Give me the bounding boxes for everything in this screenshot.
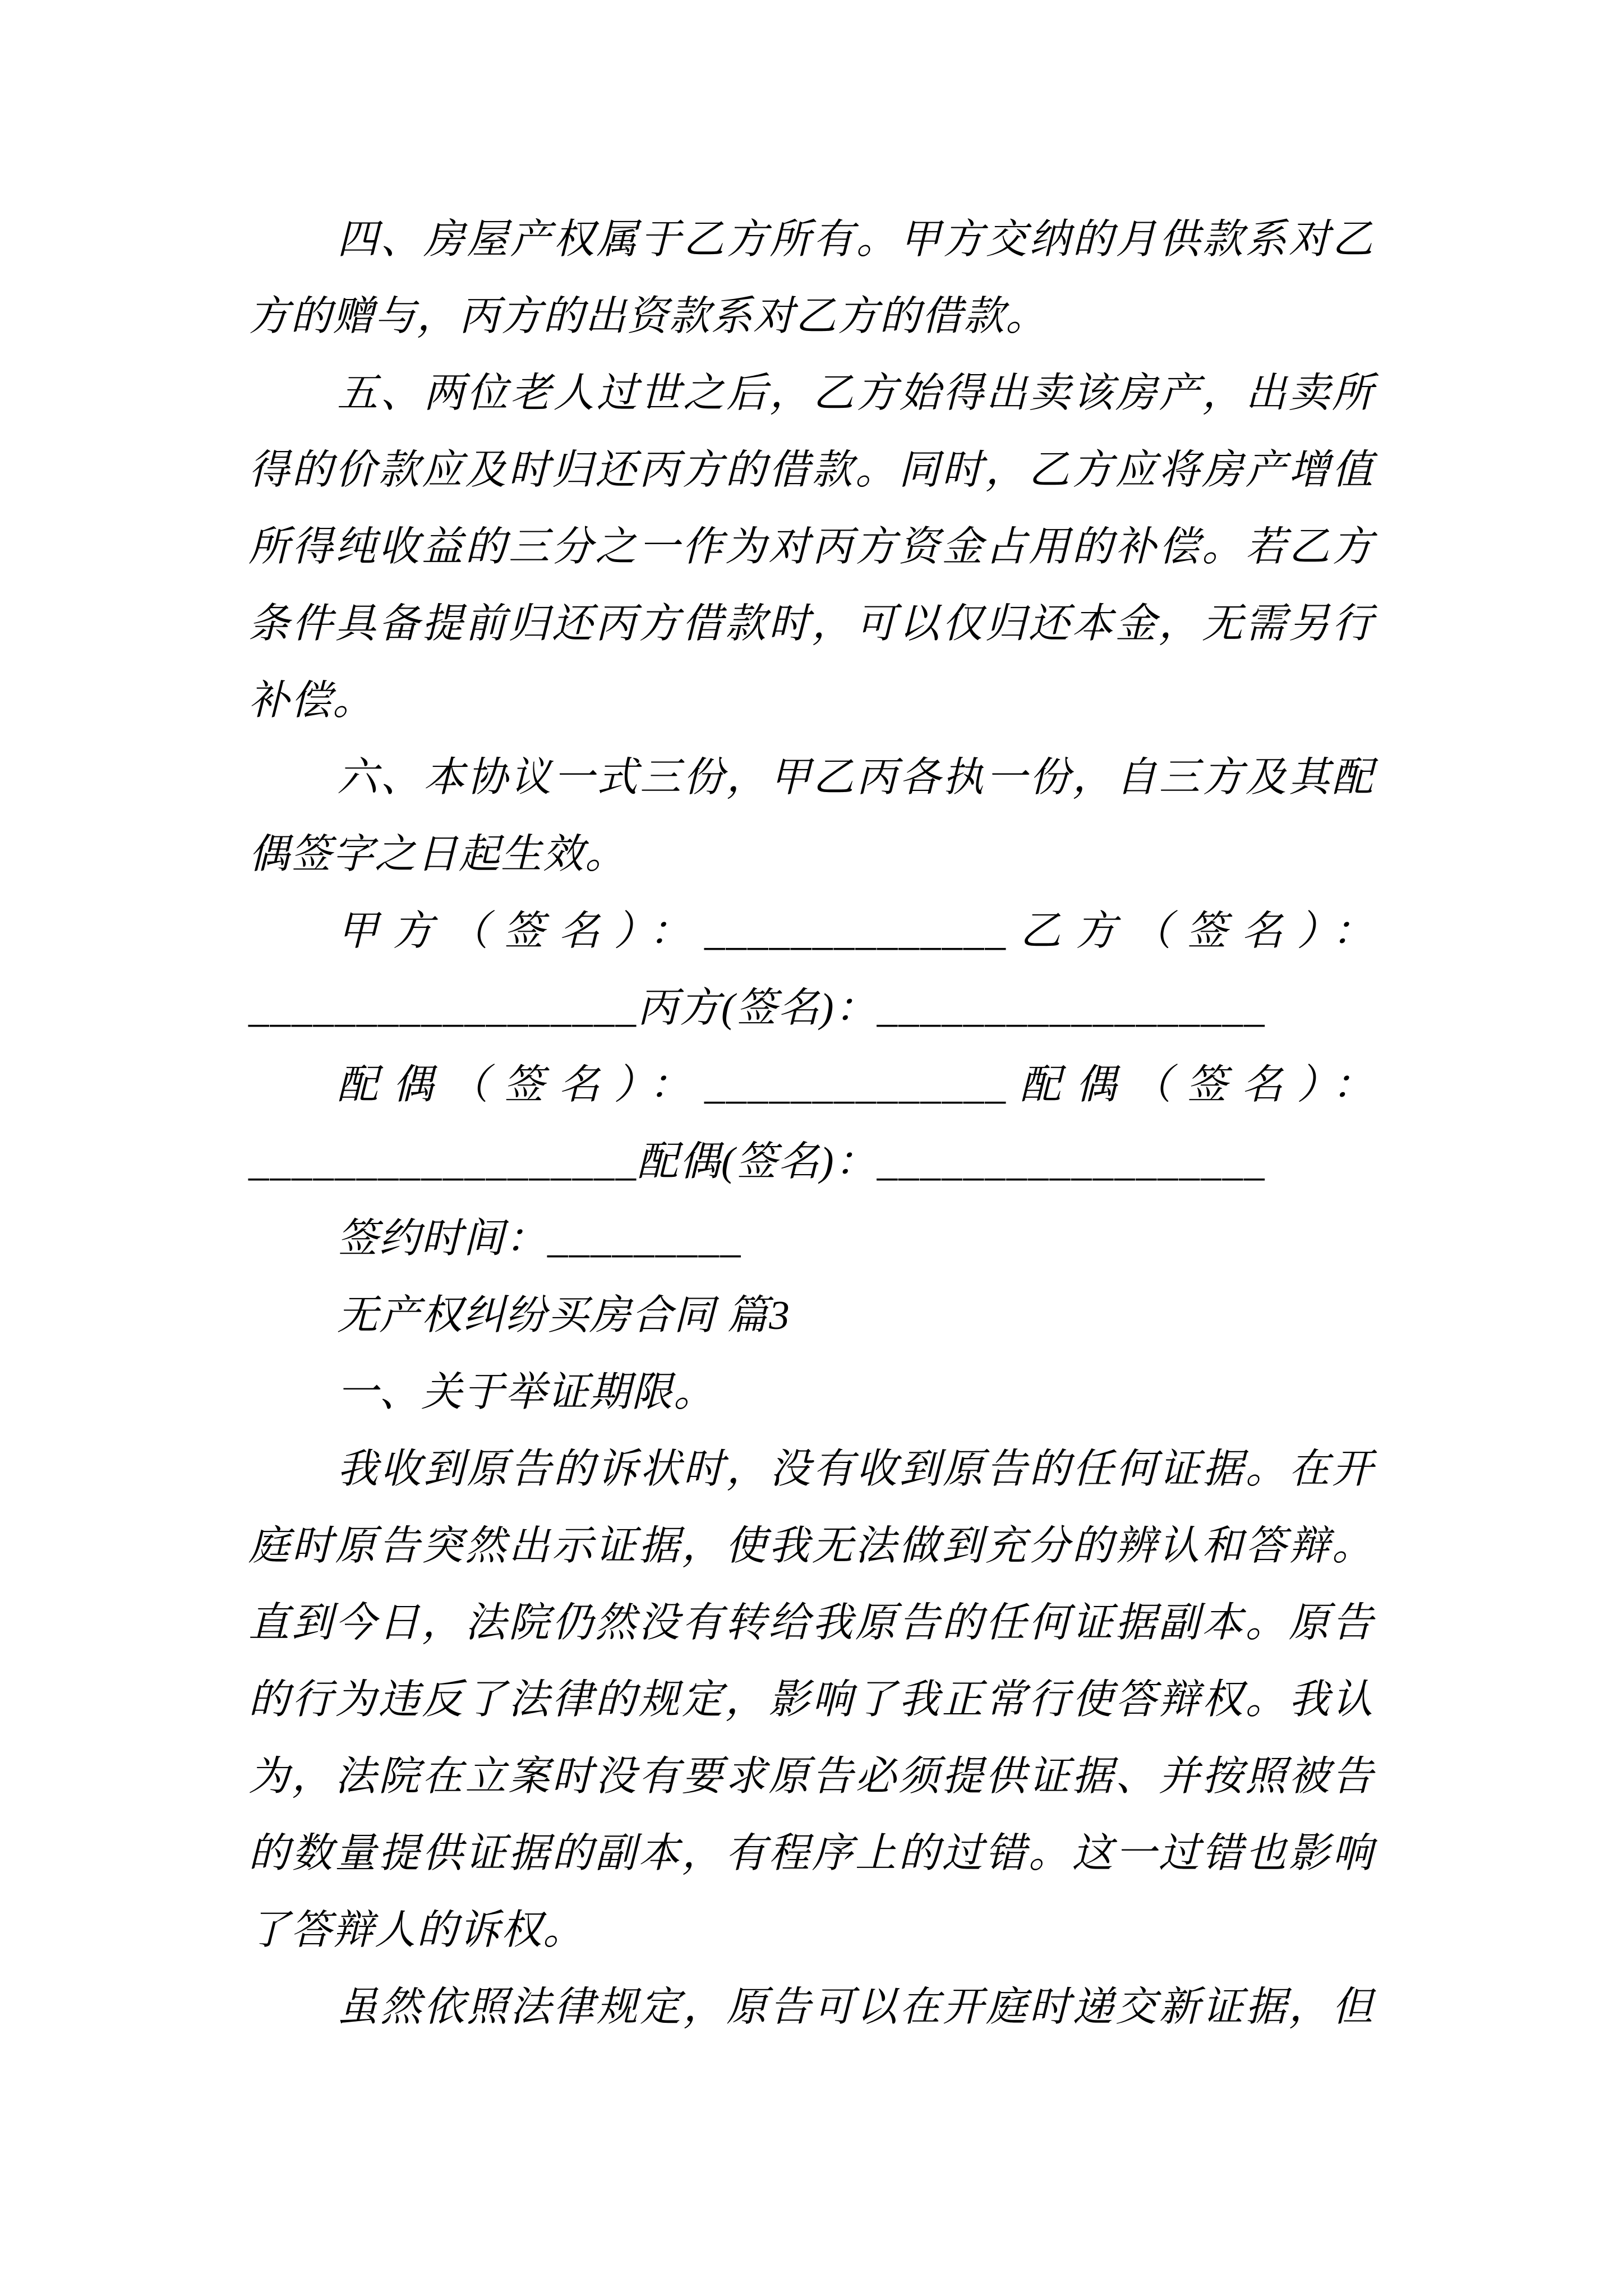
clause-five-line-4: 条件具备提前归还丙方借款时，可以仅归还本金，无需另行 (248, 601, 1374, 646)
clause-four-line-2: 方的赠与，丙方的出资款系对乙方的借款。 (248, 293, 1048, 339)
paragraph-line: 了答辩人的诉权。 (248, 1907, 585, 1953)
paragraph-line: 为，法院在立案时没有要求原告必须提供证据、并按照被告 (248, 1754, 1374, 1799)
clause-four-line-1: 四、房屋产权属于乙方所有。甲方交纳的月供款系对乙 (337, 217, 1374, 262)
section-heading: 无产权纠纷买房合同 篇3 (337, 1292, 791, 1338)
signature-line-party-a-b: 甲方（签名）：______________乙方（签名）： (337, 908, 1374, 954)
clause-six-line-2: 偶签字之日起生效。 (248, 831, 627, 877)
clause-five-line-5: 补偿。 (248, 678, 375, 723)
clause-five-line-3: 所得纯收益的三分之一作为对丙方资金占用的补偿。若乙方 (248, 524, 1374, 569)
clause-five-line-2: 得的价款应及时归还丙方的借款。同时，乙方应将房产增值 (248, 447, 1374, 493)
paragraph-line: 直到今日，法院仍然没有转给我原告的任何证据副本。原告 (248, 1600, 1374, 1645)
paragraph-line: 我收到原告的诉状时，没有收到原告的任何证据。在开 (337, 1446, 1374, 1492)
clause-five-line-1: 五、两位老人过世之后，乙方始得出卖该房产，出卖所 (337, 370, 1374, 416)
signature-line-spouses-1: 配偶（签名）：______________配偶（签名）： (337, 1062, 1374, 1107)
paragraph-line: 庭时原告突然出示证据，使我无法做到充分的辨认和答辩。 (248, 1523, 1374, 1568)
paragraph-line: 虽然依照法律规定，原告可以在开庭时递交新证据，但 (337, 1984, 1374, 2030)
signing-date-line: 签约时间：_________ (337, 1216, 742, 1261)
paragraph-line: 的数量提供证据的副本，有程序上的过错。这一过错也影响 (248, 1830, 1374, 1876)
document-text-block (248, 201, 1374, 2045)
signature-line-spouses-2: __________________配偶(签名)：__________________ (248, 1139, 1266, 1184)
clause-six-line-1: 六、本协议一式三份，甲乙丙各执一份，自三方及其配 (337, 754, 1374, 800)
clause-one-heading: 一、关于举证期限。 (337, 1369, 716, 1415)
signature-line-party-c: __________________丙方(签名)：__________________ (248, 985, 1266, 1030)
paragraph-line: 的行为违反了法律的规定，影响了我正常行使答辩权。我认 (248, 1677, 1374, 1722)
